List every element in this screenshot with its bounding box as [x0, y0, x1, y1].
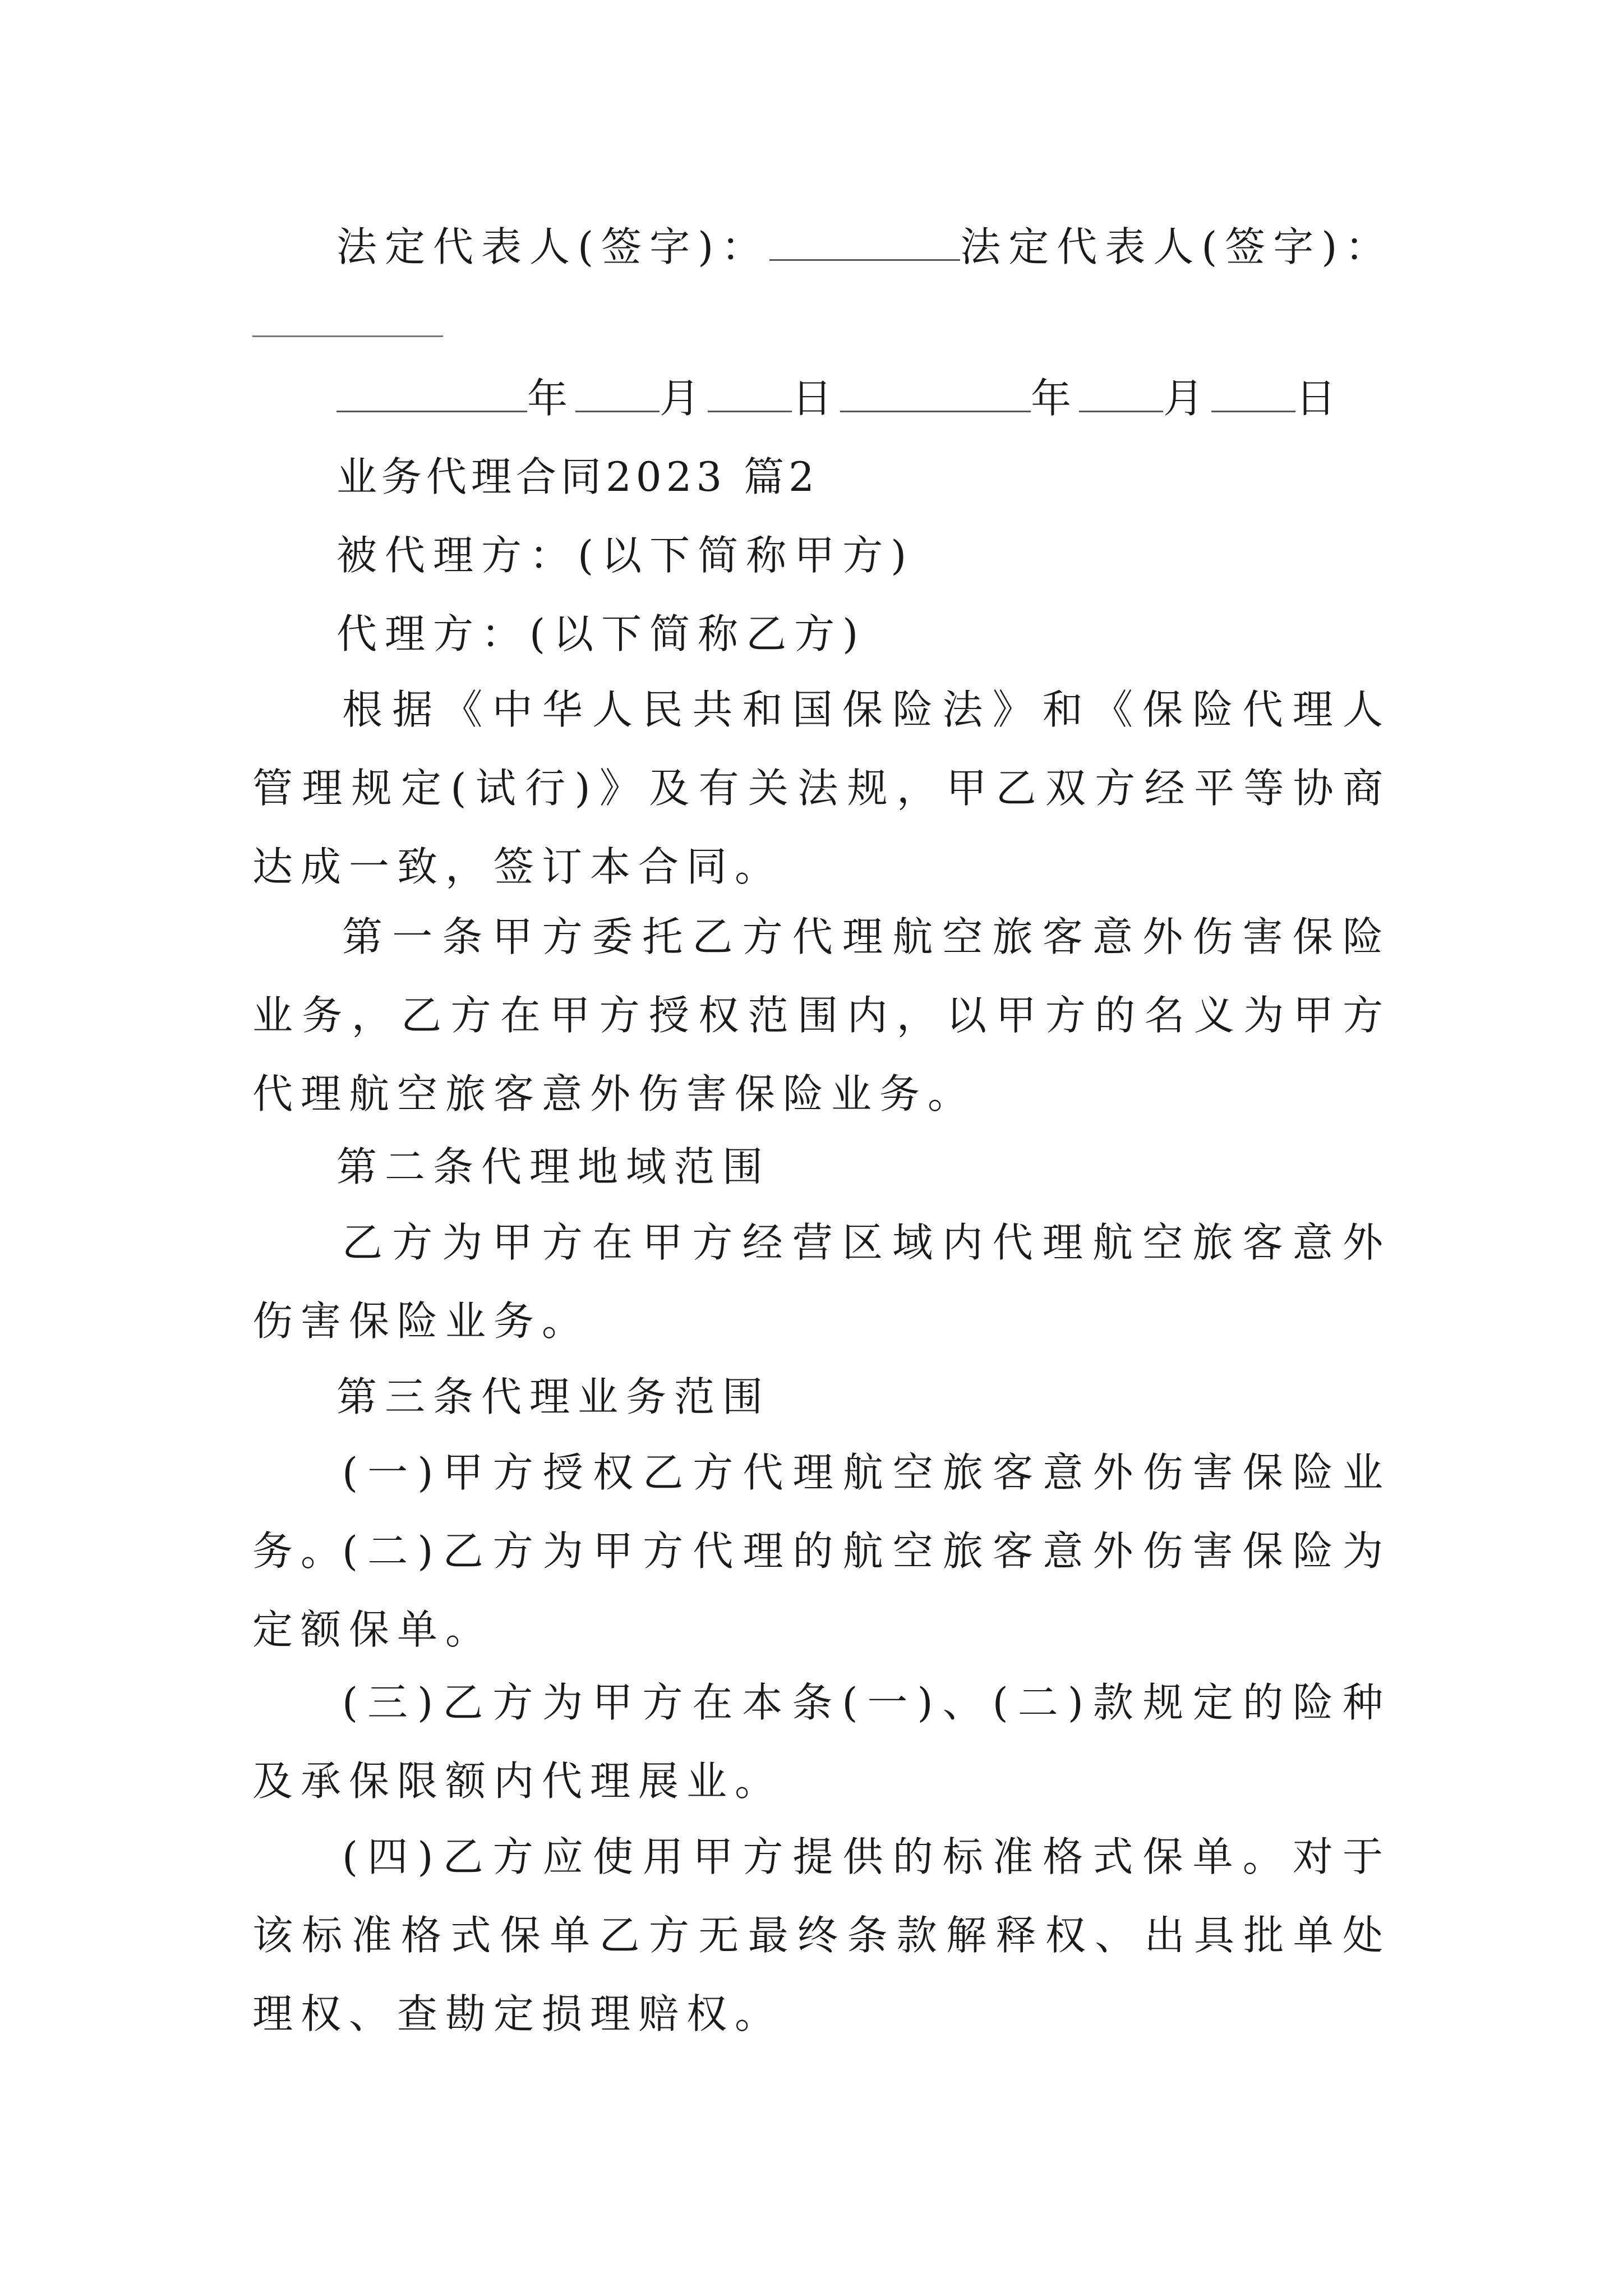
document-heading: 业务代理合同2023 篇2	[336, 453, 819, 500]
article-2-title: 第二条代理地域范围	[336, 1143, 771, 1190]
month-label-b: 月	[1163, 375, 1212, 422]
signature-blank-a	[769, 226, 960, 261]
day-blank-b	[1211, 377, 1295, 412]
article-3-item-4: (四)乙方应使用甲方提供的标准格式保单。对于该标准格式保单乙方无最终条款解释权、出具批单处理权、查勘定损理赔权。	[252, 1833, 1391, 2037]
article-2-body: 乙方为甲方在甲方经营区域内代理航空旅客意外伤害保险业务。	[252, 1219, 1391, 1345]
year-label-a: 年	[527, 375, 576, 422]
principal-party: 被代理方：(以下简称甲方)	[336, 532, 915, 579]
article-3-item-1: (一)甲方授权乙方代理航空旅客意外伤害保险业务。	[252, 1449, 1391, 1575]
day-blank-a	[708, 377, 792, 412]
month-blank-b	[1079, 377, 1163, 412]
year-label-b: 年	[1031, 375, 1080, 422]
signature-row	[336, 208, 1469, 286]
month-blank-a	[575, 377, 660, 412]
article-1: 第一条甲方委托乙方代理航空旅客意外伤害保险业务，乙方在甲方授权范围内，以甲方的名义为甲方代理航空旅客意外伤害保险业务。	[252, 913, 1391, 1117]
month-label-a: 月	[660, 375, 708, 422]
agent-party: 代理方：(以下简称乙方)	[336, 610, 866, 657]
article-3-item-2: (二)乙方为甲方代理的航空旅客意外伤害保险为定额保单。	[252, 1527, 1391, 1653]
signature-blank-b	[252, 335, 443, 337]
day-label-b: 日	[1295, 375, 1344, 422]
year-blank-a	[336, 377, 527, 412]
day-label-a: 日	[792, 375, 841, 422]
intro-paragraph: 根据《中华人民共和国保险法》和《保险代理人管理规定(试行)》及有关法规，甲乙双方经平等协商达成一致，签订本合同。	[252, 686, 1391, 890]
signature-label-b: 法定代表人(签字)：	[960, 223, 1394, 270]
date-row	[336, 359, 1469, 438]
signature-label-a: 法定代表人(签字)：	[336, 223, 770, 270]
year-blank-b	[840, 377, 1031, 412]
article-3-title: 第三条代理业务范围	[336, 1373, 771, 1420]
article-3-item-3: (三)乙方为甲方在本条(一)、(二)款规定的险种及承保限额内代理展业。	[252, 1679, 1391, 1805]
